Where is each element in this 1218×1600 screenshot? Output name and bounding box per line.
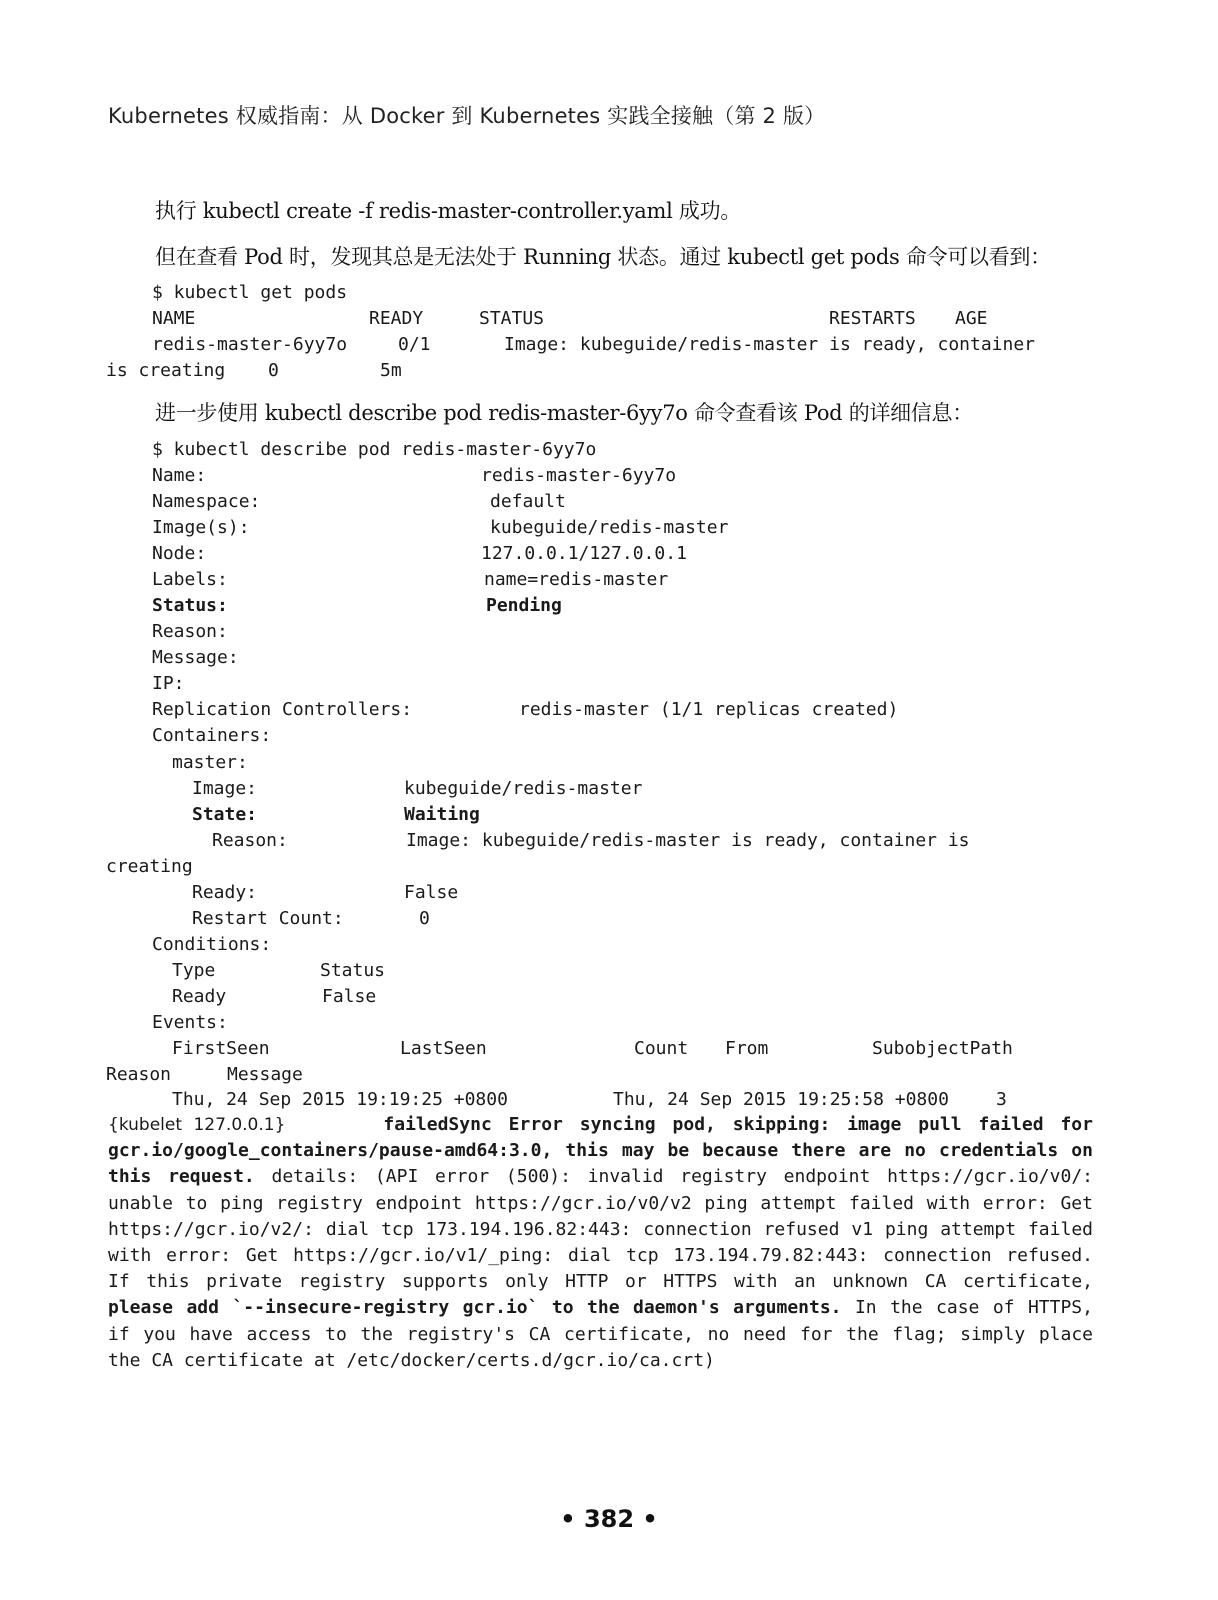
- field-namespace-label: Namespace:: [152, 491, 261, 512]
- col-header-status: STATUS: [479, 308, 545, 329]
- field-message-label: Message:: [152, 647, 239, 668]
- paragraph-pod-not-running: 但在查看 Pod 时，发现其总是无法处于 Running 状态。通过 kubectl get pods 命令可以看到：: [155, 245, 1051, 269]
- conditions-label: Conditions:: [152, 934, 272, 955]
- field-labels-label: Labels:: [152, 569, 228, 590]
- container-restart-label: Restart Count:: [192, 908, 344, 929]
- pod-status-line2: is creating: [106, 360, 226, 381]
- pod-age: 5m: [380, 360, 402, 381]
- field-ip-label: IP:: [152, 673, 185, 694]
- events-header-lastseen: LastSeen: [400, 1038, 487, 1059]
- get-pods-command: $ kubectl get pods: [152, 282, 348, 303]
- container-reason-label: Reason:: [212, 830, 288, 851]
- events-header-reason: Reason: [106, 1064, 172, 1085]
- conditions-type-value: Ready: [172, 986, 227, 1007]
- pod-name: redis-master-6yy7o: [152, 334, 348, 355]
- conditions-status-value: False: [322, 986, 377, 1007]
- container-reason-cont: creating: [106, 856, 193, 877]
- col-header-ready: READY: [369, 308, 424, 329]
- event-reason-message: failedSync Error syncing pod, skipping: image pull failed for gcr.io/google_containers/pause-amd64:3.0, this may be because there are no credentials on this request.: [108, 1114, 1093, 1188]
- field-status-label: Status:: [152, 595, 228, 616]
- pod-restarts: 0: [268, 360, 279, 381]
- field-rc-label: Replication Controllers:: [152, 699, 413, 720]
- container-image-label: Image:: [192, 778, 258, 799]
- container-master-label: master:: [172, 752, 248, 773]
- container-reason-value: Image: kubeguide/redis-master is ready, container is: [406, 830, 970, 851]
- event-firstseen: Thu, 24 Sep 2015 19:19:25 +0800: [172, 1089, 508, 1110]
- field-status-value: Pending: [486, 595, 562, 616]
- container-image-value: kubeguide/redis-master: [404, 778, 643, 799]
- events-label: Events:: [152, 1012, 228, 1033]
- col-header-name: NAME: [152, 308, 196, 329]
- describe-command: $ kubectl describe pod redis-master-6yy7o: [152, 439, 597, 460]
- container-ready-value: False: [404, 882, 459, 903]
- field-node-label: Node:: [152, 543, 207, 564]
- field-name-label: Name:: [152, 465, 207, 486]
- events-header-from: From: [725, 1038, 769, 1059]
- field-images-value: kubeguide/redis-master: [490, 517, 729, 538]
- paragraph-create-success: 执行 kubectl create -f redis-master-controller.yaml 成功。: [155, 199, 742, 223]
- running-header: Kubernetes 权威指南：从 Docker 到 Kubernetes 实践全接触（第 2 版）: [108, 104, 826, 128]
- paragraph-describe-intro: 进一步使用 kubectl describe pod redis-master-6yy7o 命令查看该 Pod 的详细信息：: [155, 401, 973, 425]
- event-details-part1: details: (API error (500): invalid registry endpoint https://gcr.io/v0/: unable to ping registry endpoint https://gcr.io/v0/v2 ping attempt failed with error: Get https://gcr.io/v2/: dial tcp 173.194.196.82:443: connection refused v1 ping attempt failed with error: Get https://gcr.io/v1/_ping: dial tcp 173.194.79.82:443: connection refused. If this private registry supports only HTTP or HTTPS with an unknown CA certificate,: [108, 1166, 1093, 1293]
- event-count: 3: [996, 1089, 1007, 1110]
- field-images-label: Image(s):: [152, 517, 250, 538]
- event-insecure-registry-hint: please add `--insecure-registry gcr.io` to the daemon's arguments.: [108, 1297, 842, 1319]
- field-rc-value: redis-master (1/1 replicas created): [519, 699, 899, 720]
- field-reason-label: Reason:: [152, 621, 228, 642]
- pod-status-line1: Image: kubeguide/redis-master is ready, container: [504, 334, 1036, 355]
- conditions-status-header: Status: [320, 960, 386, 981]
- page-number: • 382 •: [560, 1505, 658, 1533]
- event-lastseen: Thu, 24 Sep 2015 19:25:58 +0800: [613, 1089, 949, 1110]
- events-header-message: Message: [227, 1064, 303, 1085]
- events-header-firstseen: FirstSeen: [172, 1038, 270, 1059]
- field-containers-label: Containers:: [152, 725, 272, 746]
- events-header-count: Count: [634, 1038, 689, 1059]
- event-from: {kubelet 127.0.0.1}: [108, 1115, 286, 1135]
- event-detail-text: [108, 1112, 1093, 1374]
- field-node-value: 127.0.0.1/127.0.0.1: [481, 543, 687, 564]
- container-state-label: State:: [192, 804, 258, 825]
- col-header-restarts: RESTARTS: [829, 308, 916, 329]
- events-header-subobject: SubobjectPath: [872, 1038, 1013, 1059]
- field-labels-value: name=redis-master: [484, 569, 669, 590]
- event-details-part2: In the case of HTTPS, if you have access to the registry's CA certificate, no need for the flag; simply place the CA certificate at /etc/docker/certs.d/gcr.io/ca.crt): [108, 1297, 1093, 1371]
- container-ready-label: Ready:: [192, 882, 258, 903]
- field-name-value: redis-master-6yy7o: [481, 465, 677, 486]
- col-header-age: AGE: [955, 308, 988, 329]
- container-restart-value: 0: [419, 908, 430, 929]
- container-state-value: Waiting: [404, 804, 480, 825]
- conditions-type-header: Type: [172, 960, 216, 981]
- pod-ready: 0/1: [398, 334, 431, 355]
- field-namespace-value: default: [490, 491, 566, 512]
